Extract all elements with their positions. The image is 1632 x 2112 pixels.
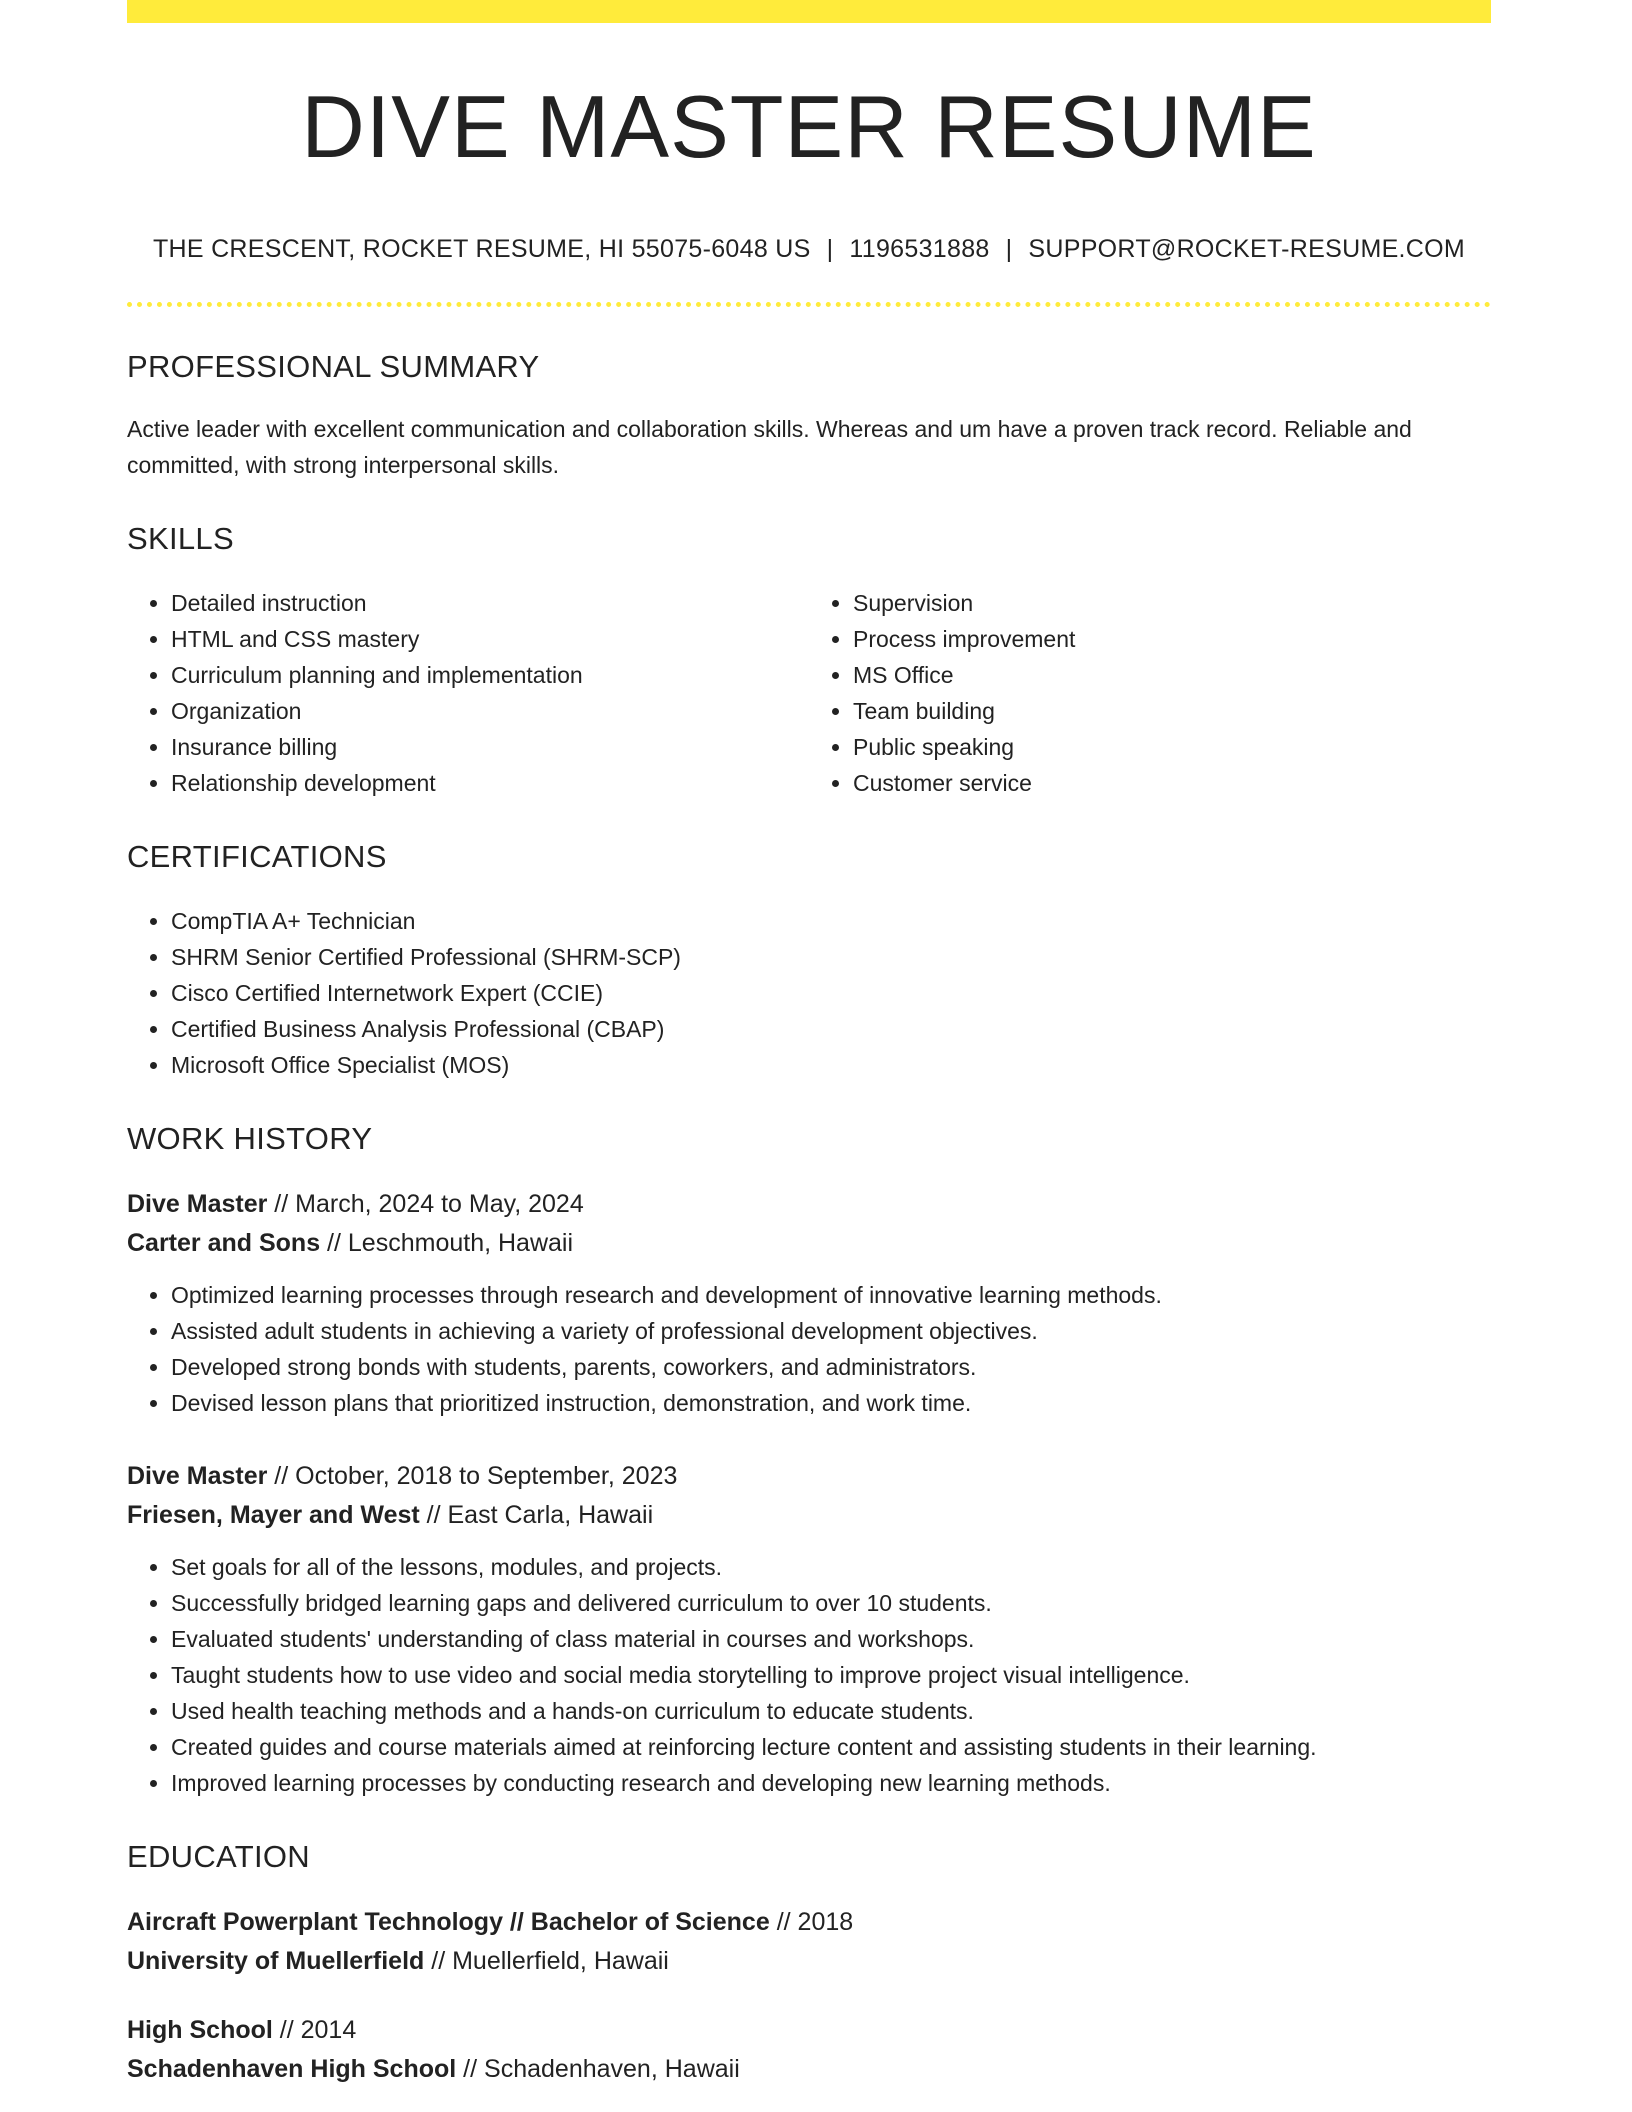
job-role-line: [127, 1457, 1491, 1496]
field-separator: //: [769, 1908, 798, 1936]
work-history-heading: WORK HISTORY: [127, 1121, 373, 1156]
field-separator: //: [320, 1229, 348, 1257]
education-degree: High School: [127, 2016, 273, 2044]
resume-page: [127, 0, 1491, 2089]
skill-item: • Detailed instruction: [171, 585, 809, 621]
contact-phone: 1196531888: [849, 235, 990, 263]
job-dates: October, 2018 to September, 2023: [295, 1462, 678, 1490]
job-role: Dive Master: [127, 1190, 268, 1218]
certifications-heading: CERTIFICATIONS: [127, 839, 387, 874]
skills-list-right: [809, 585, 1491, 801]
certifications-list: [127, 903, 1491, 1083]
job-role-line: [127, 1185, 1491, 1224]
certification-item: • SHRM Senior Certified Professional (SHRM-SCP): [171, 939, 1491, 975]
job-bullet: • Assisted adult students in achieving a variety of professional development objectives.: [171, 1313, 1491, 1349]
job-location: East Carla, Hawaii: [447, 1501, 654, 1529]
job-location: Leschmouth, Hawaii: [347, 1229, 574, 1257]
job-bullet: • Created guides and course materials aimed at reinforcing lecture content and assisting students in their learning.: [171, 1729, 1491, 1765]
skill-item: • Customer service: [853, 765, 1491, 801]
job-bullet: • Devised lesson plans that prioritized instruction, demonstration, and work time.: [171, 1385, 1491, 1421]
skill-item: • HTML and CSS mastery: [171, 621, 809, 657]
certification-item: • Certified Business Analysis Professional (CBAP): [171, 1011, 1491, 1047]
education-year: 2018: [797, 1908, 854, 1936]
job-dates: March, 2024 to May, 2024: [295, 1190, 584, 1218]
summary-text: Active leader with excellent communication and collaboration skills. Whereas and um have a proven track record. Reliable and committed, with strong interpersonal skills.: [127, 416, 1412, 478]
skill-item: • Process improvement: [853, 621, 1491, 657]
field-separator: //: [267, 1462, 296, 1490]
accent-top-bar: [127, 0, 1491, 23]
job-bullets: [127, 1277, 1491, 1421]
education-school-line: [127, 1942, 1491, 1981]
certification-item: • Microsoft Office Specialist (MOS): [171, 1047, 1491, 1083]
resume-title: DIVE MASTER RESUME: [301, 77, 1317, 176]
job-company: Carter and Sons: [127, 1229, 321, 1257]
job-role: Dive Master: [127, 1462, 268, 1490]
job-bullet: • Taught students how to use video and social media storytelling to improve project visual intelligence.: [171, 1657, 1491, 1693]
skill-item: • MS Office: [853, 657, 1491, 693]
certification-item: • Cisco Certified Internetwork Expert (CCIE): [171, 975, 1491, 1011]
education-location: Muellerfield, Hawaii: [452, 1947, 669, 1975]
dotted-divider: [127, 302, 1491, 307]
job-bullets: [127, 1549, 1491, 1801]
field-separator: //: [419, 1501, 448, 1529]
education-school: University of Muellerfield: [127, 1947, 425, 1975]
contact-address: THE CRESCENT, ROCKET RESUME, HI 55075-6048 US: [152, 235, 811, 263]
summary-heading: PROFESSIONAL SUMMARY: [127, 349, 540, 384]
education-heading: EDUCATION: [127, 1839, 310, 1874]
field-separator: //: [272, 2016, 301, 2044]
job-bullet: • Set goals for all of the lessons, modules, and projects.: [171, 1549, 1491, 1585]
skill-item: • Curriculum planning and implementation: [171, 657, 809, 693]
education-entry: [127, 1903, 1491, 1981]
education-school-line: [127, 2050, 1491, 2089]
job-company-line: [127, 1496, 1491, 1535]
skill-item: • Team building: [853, 693, 1491, 729]
job-entry: [127, 1457, 1491, 1801]
skills-heading: SKILLS: [127, 521, 234, 556]
job-bullet: • Optimized learning processes through research and development of innovative learning methods.: [171, 1277, 1491, 1313]
skills-columns: [127, 585, 1491, 801]
job-company: Friesen, Mayer and West: [127, 1501, 420, 1529]
education-degree-line: [127, 1903, 1491, 1942]
contact-separator: |: [1005, 235, 1013, 263]
education-location: Schadenhaven, Hawaii: [484, 2055, 740, 2083]
job-bullet: • Used health teaching methods and a hands-on curriculum to educate students.: [171, 1693, 1491, 1729]
job-entry: [127, 1185, 1491, 1421]
education-degree: Aircraft Powerplant Technology // Bachelor of Science: [127, 1908, 770, 1936]
job-bullet: • Evaluated students' understanding of class material in courses and workshops.: [171, 1621, 1491, 1657]
skills-list-left: [127, 585, 809, 801]
field-separator: //: [267, 1190, 296, 1218]
skill-item: • Supervision: [853, 585, 1491, 621]
skill-item: • Public speaking: [853, 729, 1491, 765]
education-school: Schadenhaven High School: [127, 2055, 457, 2083]
job-bullet: • Successfully bridged learning gaps and delivered curriculum to over 10 students.: [171, 1585, 1491, 1621]
contact-line: [127, 235, 1491, 264]
skill-item: • Insurance billing: [171, 729, 809, 765]
contact-separator: |: [826, 235, 834, 263]
job-company-line: [127, 1224, 1491, 1263]
skill-item: • Organization: [171, 693, 809, 729]
field-separator: //: [424, 1947, 453, 1975]
education-degree-line: [127, 2011, 1491, 2050]
skill-item: • Relationship development: [171, 765, 809, 801]
job-bullet: • Developed strong bonds with students, parents, coworkers, and administrators.: [171, 1349, 1491, 1385]
education-entry: [127, 2011, 1491, 2089]
job-bullet: • Improved learning processes by conducting research and developing new learning methods.: [171, 1765, 1491, 1801]
education-year: 2014: [300, 2016, 357, 2044]
contact-email: SUPPORT@ROCKET-RESUME.COM: [1028, 235, 1466, 263]
certification-item: • CompTIA A+ Technician: [171, 903, 1491, 939]
field-separator: //: [456, 2055, 485, 2083]
